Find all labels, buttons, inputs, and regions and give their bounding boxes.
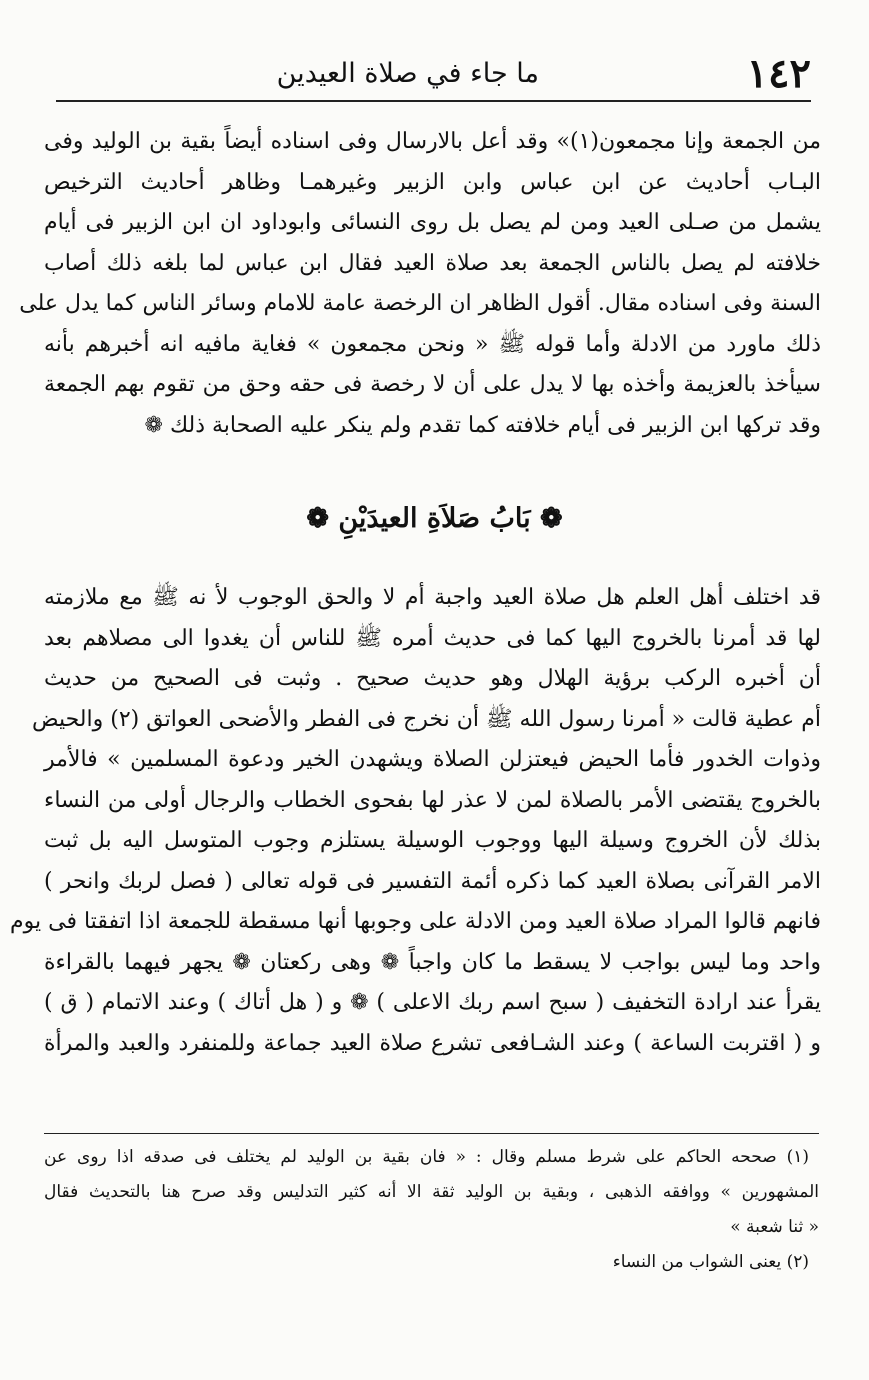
text-line: و ( اقتربت الساعة ) وعند الشـافعى تشرع صلاة العيد جماعة وللمنفرد والعبد والمرأة: [44, 1030, 821, 1056]
text-line: السنة وفى اسناده مقال. أقول الظاهر ان الرخصة عامة للامام وسائر الناس كما يدل على: [19, 291, 821, 316]
page-header: [60, 50, 811, 98]
footnote-line: « ثنا شعبة »: [730, 1217, 819, 1237]
section-heading: ❁ بَابُ صَلاَةِ العيدَيْنِ ❁: [306, 503, 563, 534]
text-line: بالخروج يقتضى الأمر بالصلاة لمن لا عذر لها بفحوى الخطاب والرجال أولى من النساء: [44, 787, 821, 813]
footnotes: [44, 1140, 819, 1280]
footnote-rule: [44, 1133, 819, 1134]
text-line: لها قد أمرنا بالخروج اليها كما فى حديث أمره ﷺ للناس أن يغدوا الى مصلاهم بعد: [44, 625, 821, 651]
body-text-top: [19, 122, 821, 446]
text-line: وقد تركها ابن الزبير فى أيام خلافته كما تقدم ولم ينكر عليه الصحابة ذلك ❁: [144, 412, 821, 438]
text-line: ذلك ماورد من الادلة وأما قوله ﷺ « ونحن مجمعون » فغاية مافيه انه أخبرهم بأنه: [44, 331, 821, 357]
text-line: بذلك لأن الخروج وسيلة اليها ووجوب الوسيلة يستلزم وجوب المتوسل اليه بل ثبت: [44, 828, 821, 853]
page-number: ١٤٢: [746, 50, 811, 97]
running-title: ما جاء في صلاة العيدين: [276, 58, 539, 89]
body-text-bottom: [10, 578, 821, 1064]
header-rule: [56, 100, 811, 102]
text-line: وذوات الخدور فأما الحيض فيعتزلن الصلاة ويشهدن الخير ودعوة المسلمين » فالأمر: [44, 747, 821, 772]
text-line: قد اختلف أهل العلم هل صلاة العيد واجبة أم لا والحق الوجوب لأ نه ﷺ مع ملازمته: [44, 585, 821, 610]
footnote-line: (٢) يعنى الشواب من النساء: [612, 1252, 809, 1272]
text-line: يشمل من صـلى العيد ومن لم يصل بل روى النسائى وابوداود ان ابن الزبير فى أيام: [44, 210, 821, 235]
text-line: خلافته لم يصل بالناس الجمعة بعد صلاة العيد فقال ابن عباس لما بلغه ذلك أصاب: [44, 250, 821, 276]
text-line: سيأخذ بالعزيمة وأخذه بها لا يدل على أن لا رخصة فى حقه وحق من تقوم بهم الجمعة: [44, 372, 821, 397]
text-line: يقرأ عند ارادة التخفيف ( سبح اسم ربك الاعلى ) ❁ و ( هل أتاك ) وعند الاتمام ( ق ): [44, 990, 821, 1015]
text-line: من الجمعة وإنا مجمعون(١)» وقد أعل بالارسال وفى اسناده أيضاً بقية بن الوليد وفى: [44, 129, 821, 154]
text-line: فانهم قالوا المراد صلاة العيد ومن الادلة على وجوبها أنها مسقطة للجمعة اذا اتفقتا فى يوم: [10, 909, 821, 934]
footnote-line: (١) صححه الحاكم على شرط مسلم وقال : « فان بقية بن الوليد لم يختلف فى صدقه اذا روى عن: [44, 1147, 809, 1167]
text-line: واحد وما ليس بواجب لا يسقط ما كان واجباً ❁ وهى ركعتان ❁ يجهر فيهما بالقراءة: [44, 949, 821, 975]
text-line: الامر القرآنى بصلاة العيد كما ذكره أئمة التفسير فى قوله تعالى ( فصل لربك وانحر ): [44, 868, 821, 894]
text-line: البـاب أحاديث عن ابن عباس وابن الزبير وغيرهمـا وظاهر أحاديث الترخيص: [44, 169, 821, 195]
text-line: أن أخبره الركب برؤية الهلال وهو حديث صحيح . وثبت فى الصحيح من حديث: [44, 666, 821, 691]
footnote-line: المشهورين » ووافقه الذهبى ، وبقية بن الوليد ثقة الا أنه كثير التدليس وقد صرح هنا بالتحديث فقال: [44, 1182, 819, 1202]
text-line: أم عطية قالت « أمرنا رسول الله ﷺ أن نخرج فى الفطر والأضحى العواتق (٢) والحيض: [32, 706, 821, 732]
